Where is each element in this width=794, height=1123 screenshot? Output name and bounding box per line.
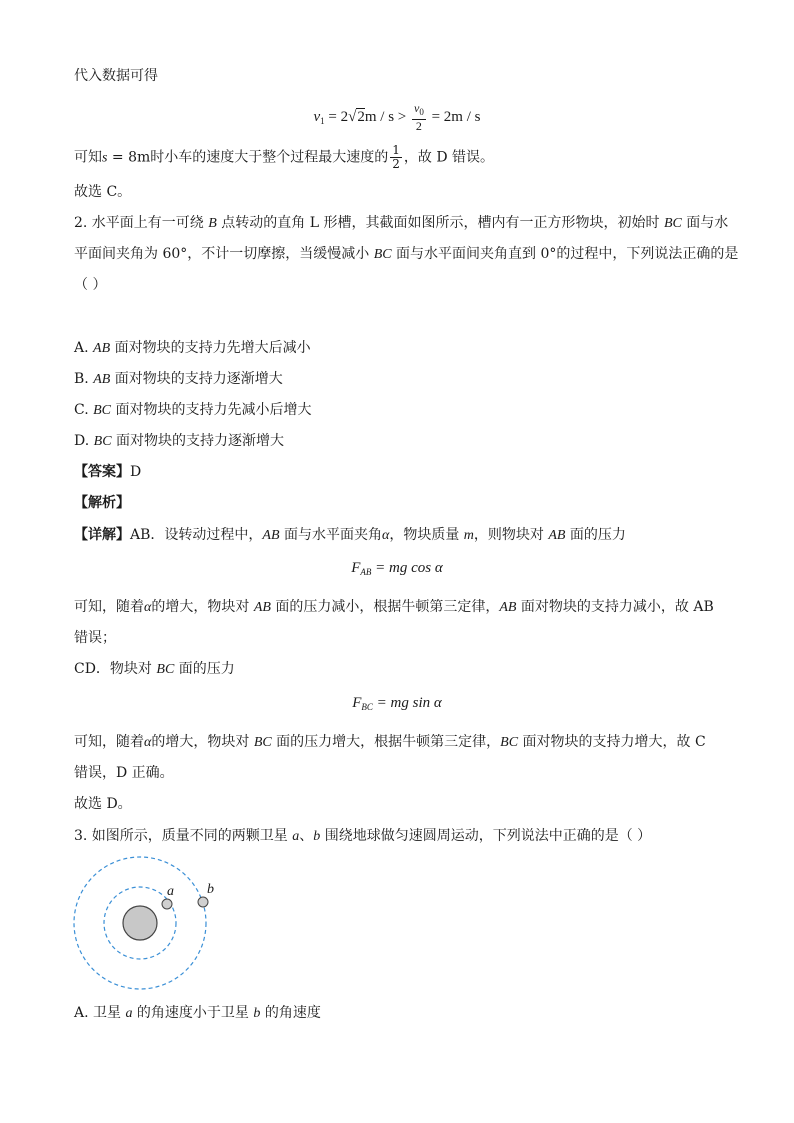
text-line [74, 182, 131, 202]
var-alpha: α [144, 735, 152, 750]
var: AB [548, 528, 566, 543]
text: = 8m [107, 149, 151, 166]
var: BC [373, 247, 392, 262]
text: 面对物块的支持力减小，故 AB [516, 599, 714, 615]
text: = 2 [324, 108, 349, 125]
var-m: m [463, 528, 474, 543]
text: 代入数据可得 [74, 68, 158, 84]
var: B [208, 216, 217, 231]
text: ，故 D 错误。 [403, 149, 495, 166]
answer-tag: 【答案】 [74, 464, 130, 480]
fraction [412, 102, 426, 133]
fraction [390, 144, 402, 171]
text: C. [74, 402, 94, 418]
detail-tag: 【详解】 [74, 527, 130, 543]
var: BC [663, 216, 682, 231]
text: 面的压力 [565, 527, 626, 543]
text: 错误； [74, 630, 116, 646]
var: b [253, 1006, 261, 1021]
var: BC [253, 735, 272, 750]
denominator: 2 [415, 119, 422, 133]
text: 错误，D 正确。 [74, 765, 174, 781]
subscript: AB [360, 567, 372, 577]
subscript: 1 [320, 115, 325, 126]
label-b: b [207, 882, 214, 897]
text-line [74, 628, 116, 648]
analysis-tag: 【解析】 [74, 495, 130, 511]
var: BC [93, 403, 112, 418]
text: 点转动的直角 L 形槽，其截面如图所示，槽内有一正方形物块，初始时 [216, 215, 664, 231]
var: AB [253, 600, 271, 615]
text: 故选 C。 [74, 184, 132, 200]
var: a [292, 829, 300, 844]
var-f: F [351, 560, 361, 576]
text: 面对物块的支持力先减小后增大 [111, 402, 312, 418]
text: 、 [299, 828, 314, 844]
text: 面与水平面间夹角直到 0°的过程中，下列说法正确的是 [391, 246, 739, 262]
text-line [74, 144, 494, 171]
question-2-line2 [74, 244, 738, 265]
orbit-diagram [70, 855, 220, 995]
equation-v1: $v_1 = 2√2m / s$ > $\frac{v_0}{2}$ = 2m / s [313, 101, 481, 133]
equation-fab [0, 557, 794, 583]
text: A. [74, 340, 94, 356]
text: CD．物块对 [74, 661, 157, 677]
text: 故选 D。 [74, 796, 132, 812]
text: 面与水平面夹角 [279, 527, 382, 543]
equation-fbc [0, 692, 794, 718]
denominator: 2 [392, 157, 400, 171]
earth [123, 906, 157, 940]
question-2-line1 [74, 213, 728, 234]
text: ，则物块对 [473, 527, 549, 543]
question-3-line [74, 826, 651, 847]
text: m / s > [364, 108, 407, 125]
option-3a [74, 1003, 321, 1024]
text-line [74, 763, 174, 783]
sqrt-content: 2 [357, 108, 365, 125]
var: AB [93, 341, 111, 356]
text: 可知，随着 [74, 734, 144, 750]
analysis-tag-line [74, 493, 130, 513]
text: 面对物块的支持力先增大后减小 [110, 340, 311, 356]
var: BC [93, 434, 112, 449]
text: 的角速度小于卫星 [132, 1005, 254, 1021]
text-line [74, 659, 235, 680]
text-line [74, 794, 132, 814]
text: 面的压力减小，根据牛顿第三定律， [270, 599, 500, 615]
text: 可知 [74, 149, 102, 166]
satellite-a [162, 899, 172, 909]
label-a: a [167, 884, 174, 899]
text: 的增大，物块对 [151, 599, 254, 615]
var-alpha: α [381, 528, 390, 543]
var: AB [262, 528, 280, 543]
text: 面对物块的支持力增大，故 C [518, 734, 706, 750]
text: 面对物块的支持力逐渐增大 [111, 433, 284, 449]
text: 面的压力增大，根据牛顿第三定律， [271, 734, 501, 750]
text: 3. 如图所示，质量不同的两颗卫星 [74, 828, 293, 844]
answer-blank: （ ） [74, 277, 107, 293]
text: = mg sin α [372, 695, 442, 711]
var-f: F [352, 695, 362, 711]
numerator: 1 [392, 143, 400, 157]
var-s: s [102, 150, 108, 166]
answer-line [74, 462, 141, 482]
text: 可知，随着 [74, 599, 144, 615]
text-line [74, 66, 158, 86]
text: A. 卫星 [74, 1005, 126, 1021]
text: 的角速度 [260, 1005, 321, 1021]
subscript: 0 [419, 107, 424, 117]
var-v: v [414, 101, 420, 115]
option-a [74, 338, 311, 359]
text-line [74, 597, 714, 618]
text: 面对物块的支持力逐渐增大 [110, 371, 283, 387]
text: 的增大，物块对 [151, 734, 254, 750]
text: AB．设转动过程中， [130, 527, 263, 543]
option-c [74, 400, 311, 421]
subscript: BC [361, 702, 373, 712]
var: BC [156, 662, 175, 677]
var-v: v [313, 108, 321, 125]
text: 围绕地球做匀速圆周运动，下列说法中正确的是（ ） [320, 828, 652, 844]
satellite-b [198, 897, 208, 907]
text: 面与水 [681, 215, 729, 231]
var: b [313, 829, 321, 844]
text: 平面间夹角为 60°，不计一切摩擦，当缓慢减小 [74, 246, 374, 262]
question-2-line3 [74, 275, 106, 295]
text: 面的压力 [174, 661, 235, 677]
text: 时小车的速度大于整个过程最大速度的 [150, 149, 389, 166]
var-alpha: α [144, 600, 152, 615]
text: 2. 水平面上有一可绕 [74, 215, 209, 231]
text-line [74, 732, 706, 753]
text: = 2m / s [427, 108, 481, 125]
answer-value: D [130, 464, 142, 480]
text: = mg cos α [371, 560, 443, 576]
var: BC [500, 735, 519, 750]
var: a [125, 1006, 133, 1021]
var: AB [499, 600, 517, 615]
detail-line [74, 525, 626, 546]
text: B. [74, 371, 94, 387]
option-b [74, 369, 283, 390]
option-d [74, 431, 284, 452]
text: ，物块质量 [389, 527, 464, 543]
text: D. [74, 433, 94, 449]
var: AB [93, 372, 111, 387]
